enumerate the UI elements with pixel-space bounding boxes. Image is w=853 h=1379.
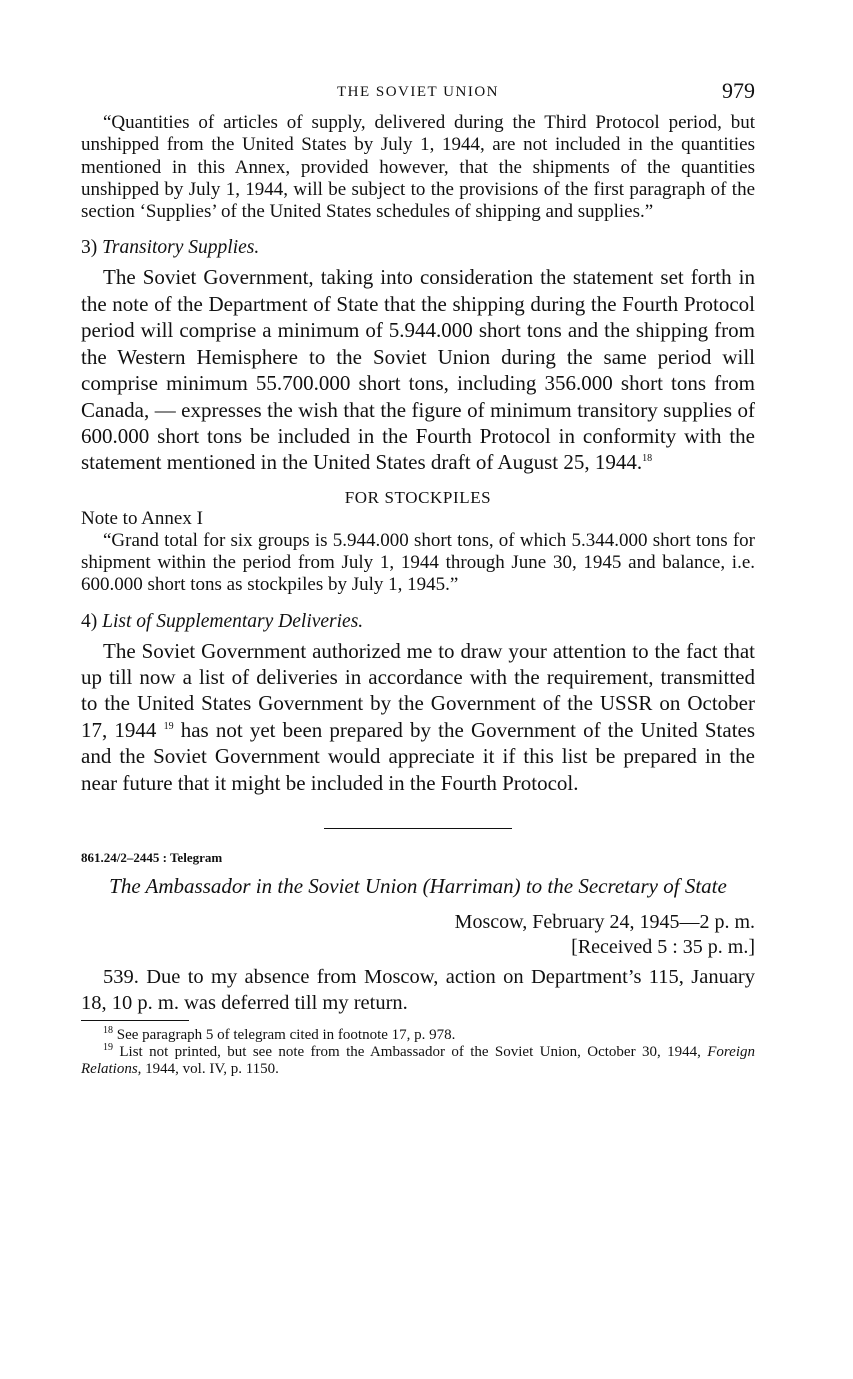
footnote-19-text-before: List not printed, but see note from the Ambassador of the Soviet Union, October 30, 1944, [119, 1044, 701, 1061]
section-3-number: 3) [81, 237, 98, 259]
footnote-18-text: See paragraph 5 of telegram cited in footnote 17, p. 978. [116, 1027, 456, 1044]
running-title: THE SOVIET UNION [336, 84, 500, 100]
footnote-ref-19: 19 [163, 720, 174, 732]
section-4-number: 4) [81, 610, 98, 632]
footnote-19-text-after: , 1944, vol. IV, p. 1150. [137, 1061, 279, 1078]
note-title: Note to Annex I [81, 507, 203, 529]
received-time: [Received 5 : 35 p. m.] [571, 936, 755, 959]
footnotes [81, 1027, 755, 1078]
footnote-ref-18: 18 [642, 453, 653, 465]
footnote-19 [81, 1044, 755, 1078]
page-number: 979 [722, 78, 755, 103]
section-4-text-before: The Soviet Government authorized me to draw your attention to the fact that up till now a list of deliveries in accordance with the requirement, transmitted to the United States Government by the Government of the USSR on October 17, 1944 [81, 638, 755, 742]
footnote-18-number: 18 [103, 1025, 113, 1037]
footnote-19-number: 19 [103, 1042, 113, 1054]
dateline: Moscow, February 24, 1945—2 p. m. [454, 911, 755, 934]
section-3-text: The Soviet Government, taking into consideration the statement set forth in the note of the Department of State that the shipping during the Fourth Protocol period will comprise a minimum of 5.944.000 short tons and the shipping from the Western Hemisphere to the Soviet Union during the same period will comprise minimum 55.700.000 short tons, including 356.000 short tons from Canada, — expresses the wish that the figure of minimum transitory supplies of 600.000 short tons be included in the Fourth Protocol in conformity with the statement mentioned in the United States draft of August 25, 1944. [81, 265, 755, 475]
section-divider [324, 828, 512, 829]
file-number: 861.24/2–2445 : Telegram [81, 850, 223, 866]
quoted-paragraph: “Quantities of articles of supply, delivered during the Third Protocol period, but unshipped from the United States by July 1, 1944, are not included in the quantities mentioned in this Annex, provided however, that the shipments of the quantities unshipped by July 1, 1944, will be subject to the provisions of the first paragraph of the section ‘Supplies’ of the United States schedules of shipping and supplies.” [81, 112, 755, 223]
running-header [81, 78, 755, 112]
section-3-heading [81, 235, 755, 261]
section-4-heading [81, 609, 755, 635]
footnote-19-italic: Foreign Relations [81, 1044, 756, 1078]
section-4-title: List of Supplementary Deliveries. [102, 610, 364, 632]
note-text: “Grand total for six groups is 5.944.000 short tons, of which 5.344.000 short tons for shipment within the period from July 1, 1944 through June 30, 1945 and balance, i.e. 600.000 short tons as stockpiles by July 1, 1945.” [81, 529, 755, 596]
footnote-divider [81, 1020, 189, 1021]
section-3-title: Transitory Supplies. [102, 237, 260, 259]
section-4-text-after: has not yet been prepared by the Government of the United States and the Soviet Government would appreciate it if this list be prepared in the near future that it might be included in the Fourth Protocol. [81, 717, 756, 795]
footnote-18 [81, 1027, 755, 1044]
document-title: The Ambassador in the Soviet Union (Harriman) to the Secretary of State [109, 874, 727, 899]
stockpiles-heading: FOR STOCKPILES [344, 487, 492, 507]
telegram-body: 539. Due to my absence from Moscow, action on Department’s 115, January 18, 10 p. m. was deferred till my return. [81, 966, 755, 1015]
section-3-body [81, 264, 755, 475]
section-4-body [81, 638, 755, 796]
